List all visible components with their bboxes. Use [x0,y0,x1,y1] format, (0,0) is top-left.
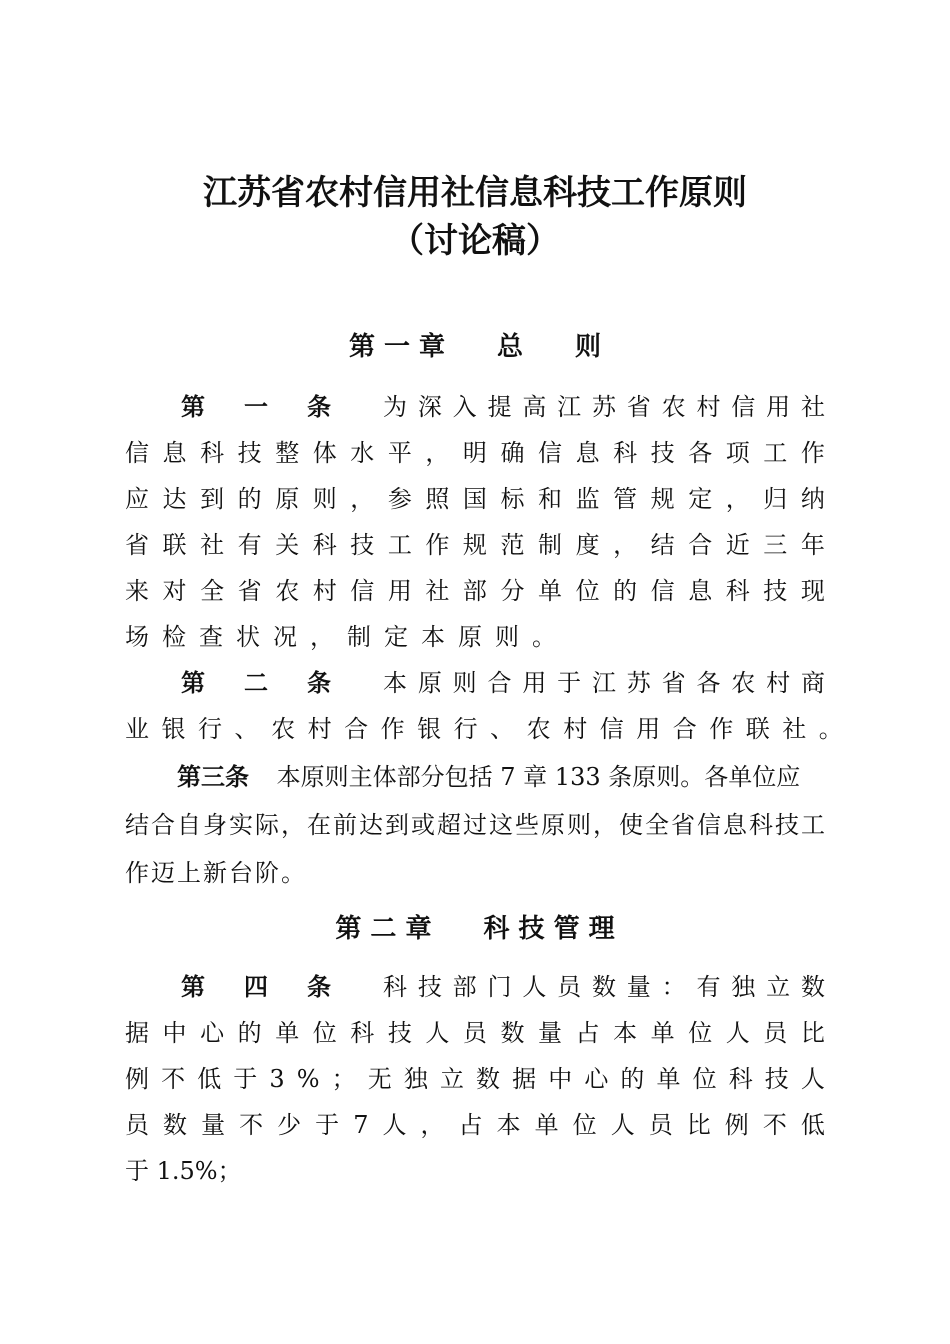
text-char: ， [350,485,375,513]
text-char: 村 [696,393,721,421]
text-char: 不 [161,1065,186,1093]
article-1-text [383,390,825,424]
text-char: ， [420,1111,445,1139]
text-char: 人 [725,1019,750,1047]
text-char: 四 [244,972,268,1001]
text-char: 人 [800,1065,825,1093]
text-char: 分 [500,577,525,605]
text-char: 有 [237,531,262,559]
text-char: 规 [462,531,487,559]
text-char: 信 [538,439,563,467]
text-char: 占 [458,1111,483,1139]
text-char: 员 [763,1019,788,1047]
text-char: 各 [696,669,721,697]
text-char: 人 [382,1111,407,1139]
text-char: 省 [125,531,149,559]
text-char: 达 [162,485,187,513]
text-char: 行 [453,715,478,743]
text-char: 员 [557,973,582,1001]
text-char: 用 [766,393,791,421]
text-char: 合 [688,531,713,559]
text-char: 数 [591,973,616,1001]
text-char: 的 [620,1065,645,1093]
text-char: 少 [277,1111,302,1139]
text-char: 农 [275,577,300,605]
chapter-heading [0,330,950,364]
text-char: 则 [452,669,477,697]
article-1-line [125,482,825,516]
text-char: 省 [661,669,686,697]
text-char: 单 [275,1019,300,1047]
text-char: 位 [575,577,600,605]
text-char: 高 [522,393,547,421]
text-char: ； [331,1065,356,1093]
text-char: 于 [557,669,582,697]
text-char: 原 [417,669,442,697]
text-char: 社 [800,393,825,421]
text-char: 7 [353,1111,369,1139]
text-char: 确 [500,439,525,467]
text-char: 立 [766,973,791,1001]
text-char: 息 [162,439,187,467]
text-char: 银 [417,715,442,743]
text-char: 照 [425,485,450,513]
text-char: 二 [244,668,268,697]
text-char: 科 [728,1065,753,1093]
text-char: 定 [688,485,713,513]
text-char: 科 [725,577,750,605]
text-char: 则 [312,485,337,513]
text-char: 量 [538,1019,563,1047]
article-1-line [125,436,825,470]
text-char: 数 [800,973,825,1001]
text-char: 农 [661,393,686,421]
text-char: 部 [452,973,477,1001]
text-char: 门 [487,973,512,1001]
text-char: 联 [745,715,770,743]
text-char: 作 [800,439,825,467]
chapter-title: 第 二 章 科 技 管 理 [335,914,615,944]
text-char: 明 [462,439,487,467]
text-char: 信 [650,577,675,605]
text-char: 员 [648,1111,673,1139]
text-char: 用 [387,577,412,605]
text-char: 工 [387,531,412,559]
text-char: 全 [200,577,225,605]
text-char: 科 [350,1019,375,1047]
text-char: 平 [387,439,412,467]
text-char: 业 [125,715,149,743]
article-4-label [181,970,331,1004]
text-char: 规 [650,485,675,513]
article-1-line [125,574,825,608]
text-char: 位 [312,1019,337,1047]
text-char: 行 [198,715,223,743]
text-char: 数 [476,1065,501,1093]
text-char: 标 [500,485,525,513]
text-char: 苏 [626,669,651,697]
article-3-line: 作迈上新台阶。 [125,859,307,887]
text-char: 技 [763,577,788,605]
text-char: 省 [626,393,651,421]
text-char: 技 [764,1065,789,1093]
article-3-first-line [125,760,825,794]
text-char: 一 [244,392,268,421]
text-char: 数 [163,1111,188,1139]
text-char: 技 [417,973,442,1001]
text-char: 监 [575,485,600,513]
text-char: 近 [725,531,750,559]
text-char: 现 [800,577,825,605]
chapter-title: 第 一 章 总 则 [348,332,602,362]
text-char: 范 [500,531,525,559]
text-char: 占 [575,1019,600,1047]
text-char: 到 [200,485,225,513]
text-char: 对 [162,577,187,605]
text-char: 结 [650,531,675,559]
text-char: 技 [387,1019,412,1047]
text-char: 联 [162,531,187,559]
article-4-line [125,1108,825,1142]
text-char: 比 [686,1111,711,1139]
text-char: 位 [688,1019,713,1047]
text-char: 社 [200,531,225,559]
text-char: 农 [271,715,296,743]
text-char: ， [425,439,450,467]
text-char: 技 [237,439,262,467]
text-char: 的 [237,1019,262,1047]
text-char: 作 [380,715,405,743]
text-char: 员 [462,1019,487,1047]
text-char: 、 [234,715,259,743]
text-char: 和 [538,485,563,513]
text-char: 科 [200,439,225,467]
text-char: 原 [275,485,300,513]
text-char: 条 [307,668,331,697]
article-4-line [125,1016,825,1050]
text-char: 例 [724,1111,749,1139]
text-char: 合 [344,715,369,743]
text-char: 三 [763,531,788,559]
text-char: 第 [181,392,205,421]
text-char: 单 [656,1065,681,1093]
text-char: 独 [731,973,756,1001]
article-2-label [181,666,331,700]
text-char: 应 [125,485,149,513]
text-char: 苏 [591,393,616,421]
text-char: 比 [800,1019,825,1047]
text-char: 据 [125,1019,149,1047]
text-char: 工 [763,439,788,467]
text-char: 位 [572,1111,597,1139]
text-char: 立 [439,1065,464,1093]
text-char: 中 [548,1065,573,1093]
text-char: 合 [672,715,697,743]
article-4-text [383,970,825,1004]
article-1-label [181,390,331,424]
text-char: 低 [197,1065,222,1093]
text-char: 作 [425,531,450,559]
text-char: 3 [269,1065,285,1093]
text-char: 人 [425,1019,450,1047]
text-char: 的 [613,577,638,605]
text-char: 第 [181,972,205,1001]
article-3-text: 本原则主体部分包括 7 章 133 条原则。各单位应 [276,763,801,791]
text-char: 中 [162,1019,187,1047]
text-char: ， [613,531,638,559]
document-subtitle: （讨论稿） [390,221,560,261]
article-2-text [383,666,825,700]
text-char: 科 [312,531,337,559]
text-char: 单 [538,577,563,605]
text-char: 农 [731,669,756,697]
text-char: 条 [307,392,331,421]
text-char: 归 [763,485,788,513]
text-char: 来 [125,577,149,605]
article-1-line: 场检查状况，制定本原则。 [125,623,569,651]
text-char: 合 [487,669,512,697]
text-char: 。 [818,715,843,743]
text-char: 据 [512,1065,537,1093]
text-char: ， [725,485,750,513]
text-char: 入 [452,393,477,421]
text-char: 于 [233,1065,258,1093]
article-1-line [125,528,825,562]
article-1-first-line [125,390,825,424]
text-char: 作 [709,715,734,743]
text-char: 技 [650,439,675,467]
text-char: 体 [312,439,337,467]
text-char: 无 [367,1065,392,1093]
text-char: 第 [181,668,205,697]
article-4-line: 于 1.5%； [125,1157,242,1185]
text-char: 江 [557,393,582,421]
text-char: 为 [383,393,407,421]
text-char: 位 [692,1065,717,1093]
text-char: 低 [800,1111,825,1139]
text-char: 各 [688,439,713,467]
text-char: 关 [275,531,300,559]
text-char: 独 [403,1065,428,1093]
text-char: 国 [462,485,487,513]
text-char: 本 [613,1019,638,1047]
text-char: 本 [383,669,407,697]
text-char: 管 [613,485,638,513]
chapter-heading [0,912,950,946]
text-char: 量 [201,1111,226,1139]
text-char: 数 [500,1019,525,1047]
text-char: 不 [239,1111,264,1139]
text-char: 息 [575,439,600,467]
text-char: 商 [800,669,825,697]
text-char: 用 [636,715,661,743]
text-char: 员 [125,1111,149,1139]
text-char: 科 [383,973,407,1001]
text-char: 人 [610,1111,635,1139]
text-char: 整 [275,439,300,467]
text-char: 例 [125,1065,149,1093]
text-char: 社 [425,577,450,605]
text-char: 本 [496,1111,521,1139]
article-4-line [125,1062,825,1096]
text-char: 参 [387,485,412,513]
text-char: 量 [626,973,651,1001]
text-char: 信 [125,439,149,467]
article-2-first-line [125,666,825,700]
text-char: 条 [307,972,331,1001]
text-char: 省 [237,577,262,605]
text-char: 年 [800,531,825,559]
text-char: 农 [526,715,551,743]
text-char: 社 [782,715,807,743]
text-char: 深 [417,393,442,421]
text-char: 村 [766,669,791,697]
text-char: 部 [462,577,487,605]
text-char: 人 [522,973,547,1001]
text-char: 心 [584,1065,609,1093]
text-char: 单 [534,1111,559,1139]
text-char: 信 [731,393,756,421]
text-char: 提 [487,393,512,421]
text-char: 度 [575,531,600,559]
text-char: 项 [725,439,750,467]
text-char: 心 [200,1019,225,1047]
article-2-line [125,712,843,746]
text-char: ： [661,973,686,1001]
text-char: 、 [490,715,515,743]
text-char: 有 [696,973,721,1001]
article-3-line: 结合自身实际，在前达到或超过这些原则，使全省信息科技工 [125,811,827,839]
text-char: 信 [350,577,375,605]
text-char: 村 [312,577,337,605]
document-title: 江苏省农村信用社信息科技工作原则 [203,173,747,213]
text-char: 息 [688,577,713,605]
text-char: 技 [350,531,375,559]
text-char: 江 [591,669,616,697]
text-char: 于 [315,1111,340,1139]
text-char: 纳 [800,485,825,513]
article-4-first-line [125,970,825,1004]
text-char: 的 [237,485,262,513]
text-char: 科 [613,439,638,467]
text-char: 制 [538,531,563,559]
text-char: 村 [563,715,588,743]
text-char: 银 [161,715,186,743]
text-char: % [296,1065,320,1093]
text-char: 不 [762,1111,787,1139]
text-char: 村 [307,715,332,743]
article-3-label: 第三条 [177,762,249,791]
text-char: 单 [650,1019,675,1047]
text-char: 用 [522,669,547,697]
text-char: 信 [599,715,624,743]
text-char: 水 [350,439,375,467]
